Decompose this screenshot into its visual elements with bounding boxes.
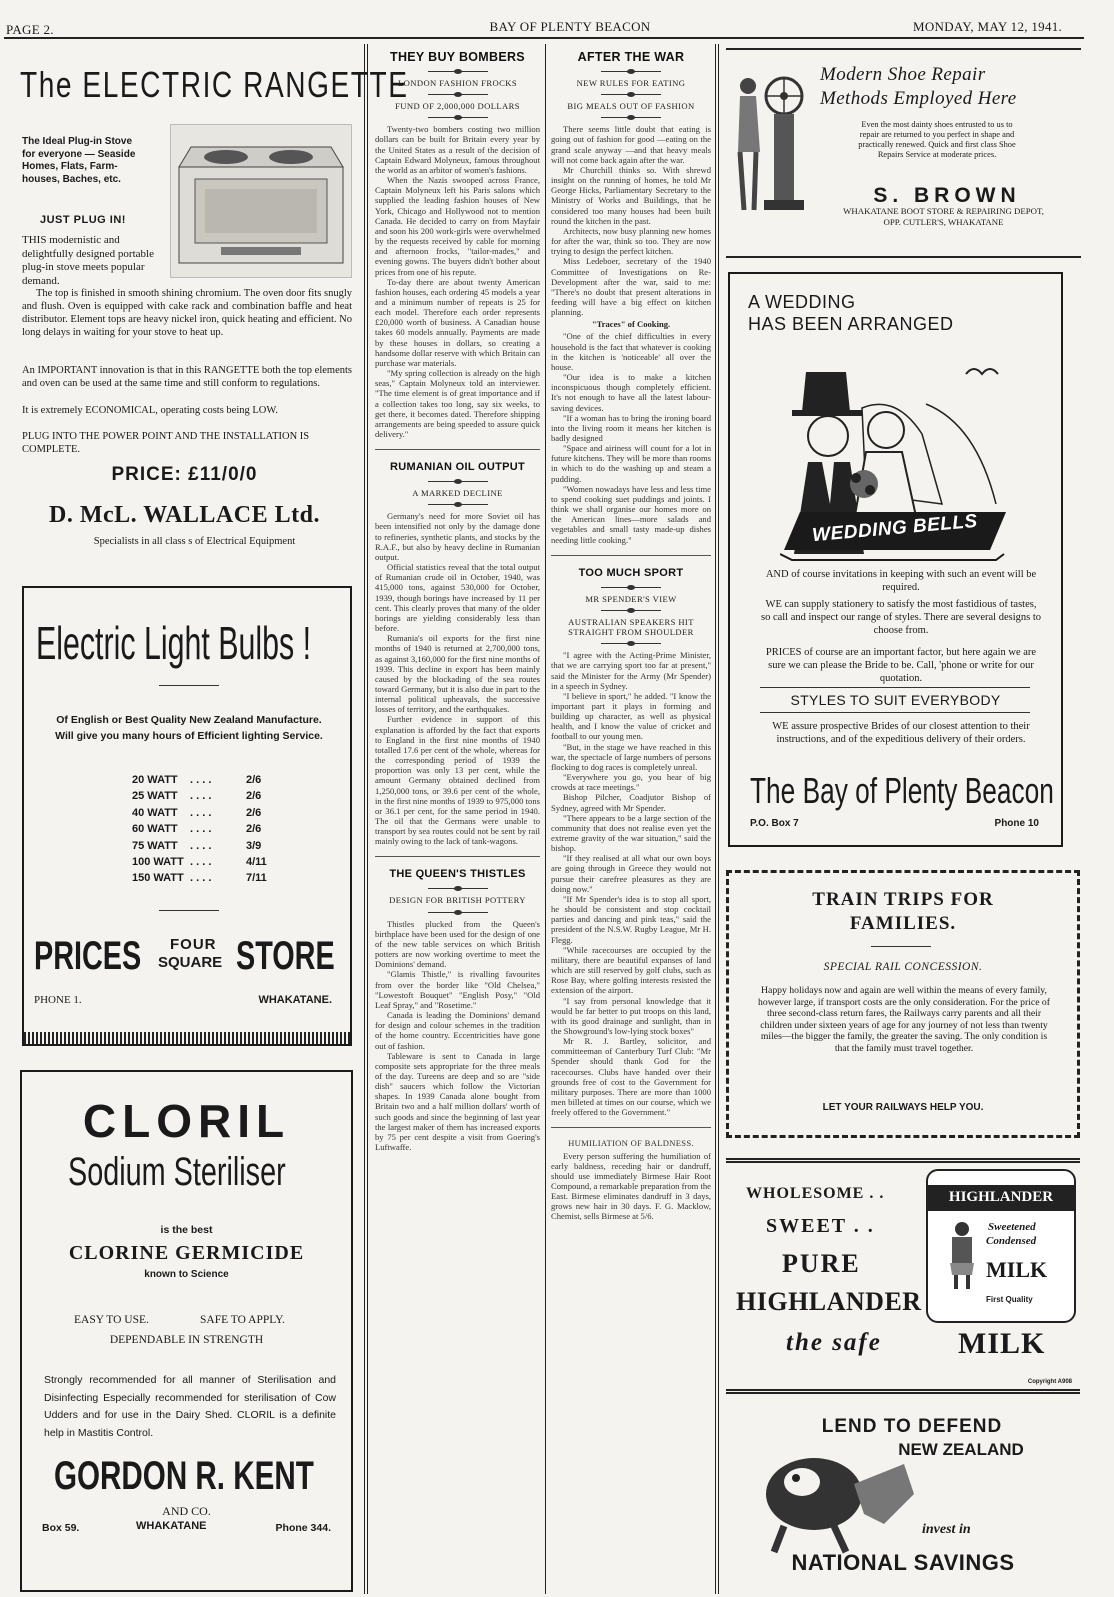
- train-title-2: FAMILIES.: [849, 913, 957, 934]
- can-condensed: Condensed: [986, 1235, 1037, 1247]
- article-subhead: NEW RULES FOR EATING: [576, 78, 686, 88]
- shoe-opp: OPP. CUTLER'S, WHAKATANE: [883, 217, 1004, 227]
- wedding-rule: [760, 687, 1030, 688]
- shoe-name: S. BROWN: [873, 184, 1021, 207]
- article-rule: [375, 449, 540, 450]
- milk-highlander: HIGHLANDER: [736, 1287, 922, 1316]
- article-subhead: LONDON FASHION FROCKS: [397, 78, 518, 88]
- milk-copyright: Copyright A908: [1027, 1379, 1072, 1385]
- article-paragraph: Rumania's oil exports for the first nine months of 1940 is returned at 2,700,000 tons, as against 3,160,000 for the first nine months of 1939. This decline in export has been mainly caused by the blockading of the sea routes toward Germany, but it is also due in part to the internal political upheavals, the successive losses of territory, and the earthquakes.: [375, 633, 540, 715]
- rangette-intro: The Ideal Plug-in Stove for everyone — Seaside Homes, Flats, Farm-houses, Baches, etc.: [22, 136, 136, 185]
- article-subhead: DESIGN FOR BRITISH POTTERY: [389, 895, 526, 906]
- bulb-row: 25 WATT . . . . 2/6: [132, 790, 262, 803]
- article-subhead: AUSTRALIAN SPEAKERS HIT STRAIGHT FROM SHOULDER: [568, 616, 694, 638]
- article-paragraph: "If they realised at all what our own boys are going through in Greece they would not pursue their carefree pleasures as they are doing now.": [551, 853, 711, 894]
- column-rule: [715, 44, 716, 1594]
- ornament-divider: [601, 587, 661, 588]
- article-subhead: FUND OF 2,000,000 DOLLARS: [395, 101, 520, 112]
- article-paragraph: Bishop Pilcher, Coadjutor Bishop of Sydney, agreed with Mr Spender.: [551, 792, 711, 813]
- national-savings-ad: [726, 1404, 1080, 1592]
- ornament-divider: [601, 643, 661, 644]
- bulbs-title: Electric Light Bulbs !: [36, 617, 312, 669]
- bulb-row: 60 WATT . . . . 2/6: [132, 823, 262, 836]
- column-rule: [367, 44, 368, 1594]
- article-headline: RUMANIAN OIL OUTPUT: [389, 461, 526, 474]
- article-paragraph: "But, in the stage we have reached in this war, the spectacle of large numbers of persons flocking to dog races is completely unreal.: [551, 741, 711, 772]
- rangette-paragraph-2: The top is finished in smooth shining chromium. The oven door fits snugly and flush. Oven is equipped with cake rack and combination baffle and heat distributor. Element tops are heavy nickel iron, quick heating and efficient. No long delays in waiting for your stove to heat up.: [22, 288, 352, 339]
- wedding-newspaper-name: The Bay of Plenty Beacon: [750, 770, 1054, 811]
- ornament-divider: [601, 610, 661, 611]
- ornament-divider: [428, 504, 488, 505]
- article-paragraph: Architects, now busy planning new homes for after the war, think so too. They are now trying to design the perfect kitchen.: [551, 225, 711, 257]
- article-paragraph: To-day there are about twenty American fashion houses, each ordering 45 models a year and a minimum number of repeats is 25 for each model. Therefore each order represents £20,000 worth of business. A Canadian house takes 60 models annually. Payments are made by these houses in dollars, so creating a handsome dollar reserve with which Britain can purchase war materials.: [375, 276, 540, 368]
- bulbs-description: Of English or Best Quality New Zealand Manufacture. Will give you many hours of Efficient lighting Service.: [55, 714, 323, 742]
- bulbs-divider: [159, 685, 219, 686]
- wedding-paragraph-2: WE can supply stationery to satisfy the most fastidious of tastes, so call and inspect our range of styles. There are several designs to choose from.: [760, 599, 1041, 636]
- ornament-divider: [601, 117, 661, 118]
- store-square: SQUARE: [158, 954, 223, 971]
- can-sweetened: Sweetened: [988, 1221, 1036, 1233]
- article-headline: HUMILIATION OF BALDNESS.: [568, 1138, 694, 1149]
- rangette-company: D. McL. WALLACE Ltd.: [49, 502, 320, 528]
- article-paragraph: Every person suffering the humiliation of early baldness, receding hair or dandruff, should use immediately Birmese Hair Root Compound, a remarkable preparation from the East. Birmese eliminates dandruff in 3 days, grows new hair in 30 days. F. G. Macklow, Chemist, sells Birmese at 5/6.: [551, 1150, 711, 1222]
- ornament-divider: [428, 888, 488, 889]
- cloril-box: Box 59.: [42, 1522, 80, 1534]
- ornament-divider: [601, 71, 661, 72]
- wedding-headline-2: HAS BEEN ARRANGED: [748, 314, 954, 334]
- savings-nz: NEW ZEALAND: [898, 1440, 1024, 1459]
- cloril-safe: SAFE TO APPLY.: [200, 1314, 285, 1326]
- train-let: LET YOUR RAILWAYS HELP YOU.: [822, 1102, 984, 1113]
- shoe-body: Even the most dainty shoes entrusted to us to repair are returned to you perfect in shape and practically renewed. Quick and first class Shoe Repairs Service at moderate prices.: [858, 120, 1016, 159]
- news-column-3: [551, 50, 711, 1595]
- milk-can: [926, 1169, 1076, 1323]
- article-paragraph: Miss Ledeboer, secretary of the 1940 Committee of Investigations on Re-Development after the war, said to me: "There's no doubt that present alterations in feeding will have a big effect on kitchen planning.: [551, 256, 711, 318]
- cloril-easy: EASY TO USE.: [74, 1314, 149, 1326]
- article-paragraph: "There appears to be a large section of the community that does not realise even yet the extreme gravity of the war situation," said the bishop.: [551, 812, 711, 854]
- article-headline: AFTER THE WAR: [577, 50, 685, 64]
- bulb-row: 150 WATT . . . . 7/11: [132, 872, 267, 885]
- cloril-company: GORDON R. KENT: [54, 1454, 314, 1498]
- article-paragraph: "Everywhere you go, you hear of big crowds at race meetings.": [551, 772, 711, 793]
- highlander-milk-ad: [726, 1158, 1080, 1394]
- rangette-paragraph-5: PLUG INTO THE POWER POINT AND THE INSTALLATION IS COMPLETE.: [22, 431, 310, 456]
- light-bulbs-ad: [22, 586, 352, 1046]
- header-rule: [4, 37, 1084, 39]
- article-paragraph: "My spring collection is already on the high seas," Captain Molyneux told an interviewer. "The time element is of great importance and if a collection takes too long, say six weeks, to get there, it becomes dated. Therefore shipping arrangements are being speeded to assure quick delivery.": [375, 368, 540, 439]
- shoe-repair-ad: [726, 48, 1081, 258]
- savings-national: NATIONAL SAVINGS: [791, 1550, 1015, 1575]
- shoemaker-illustration: [730, 62, 810, 222]
- rangette-paragraph-1: THIS modernistic and delightfully designed portable plug-in stove meets popular demand.: [22, 234, 154, 287]
- rangette-specialists: Specialists in all class s of Electrical Equipment: [93, 536, 296, 547]
- column-rule: [545, 44, 546, 1594]
- issue-date: MONDAY, MAY 12, 1941.: [913, 19, 1063, 34]
- bulb-row: 75 WATT . . . . 3/9: [132, 839, 262, 852]
- cloril-phone: Phone 344.: [275, 1522, 331, 1534]
- train-body: Happy holidays now and again are well within the means of every family, however large, if transport costs are the only consideration. For the price of three second-class return fares, the Railways carry parents and all their children under sixteen years of age for any journey of not less than twenty miles—the bigger the family, the greater the saving. The only condition is that the family must travel together.: [758, 985, 1050, 1054]
- article-headline: TOO MUCH SPORT: [578, 566, 684, 579]
- article-paragraph: Tableware is sent to Canada in large composite sets appropriate for the three meals of the day. Tureens are deep and so are "side dish" saucers which follow the Victorian shapes. In 1939 Canada alone bought from Britain two and a half million dollars' worth of such goods and since the beginning of last year the largest maker of them has increased exports by 75 per cent despite a visit from Goering's Luftwaffe.: [375, 1050, 540, 1153]
- article-paragraph: "If Mr Spender's idea is to stop all sport, he should be consistent and stop cocktail parties and dancing and pink teas," said the president of the N.S.W. Rugby League, Mr H. Flegg.: [551, 893, 711, 945]
- article-subhead: BIG MEALS OUT OF FASHION: [567, 101, 695, 112]
- store-prices: PRICES: [34, 934, 142, 978]
- column-rule: [718, 44, 719, 1594]
- store-name: [34, 934, 344, 978]
- train-divider: [871, 946, 931, 947]
- wedding-phone: Phone 10: [994, 818, 1039, 829]
- highlander-figure-icon: [942, 1219, 982, 1289]
- article-paragraph: "If a woman has to bring the ironing board into the living room it means her kitchen is badly designed: [551, 412, 711, 443]
- milk-safe: the safe: [786, 1329, 882, 1356]
- milk-wholesome: WHOLESOME . .: [746, 1185, 885, 1202]
- shoe-depot: WHAKATANE BOOT STORE & REPAIRING DEPOT,: [843, 206, 1044, 216]
- cloril-is-best: is the best: [160, 1224, 213, 1236]
- column-rule: [364, 44, 365, 1594]
- bulbs-phone: PHONE 1.: [34, 994, 82, 1006]
- shoe-headline-1: Modern Shoe Repair: [820, 64, 986, 85]
- train-title-1: TRAIN TRIPS FOR: [812, 889, 994, 910]
- rangette-title: The ELECTRIC RANGETTE: [20, 64, 409, 105]
- wedding-paragraph-1: AND of course invitations in keeping with such an event will be required.: [765, 569, 1037, 593]
- train-special: SPECIAL RAIL CONCESSION.: [823, 961, 983, 973]
- can-milk: MILK: [986, 1257, 1048, 1282]
- article-subhead: A MARKED DECLINE: [412, 488, 503, 499]
- stove-illustration: [171, 125, 351, 277]
- article-paragraph: "Our idea is to make a kitchen inconspicuous though completely efficient. It's not enough to have all the latest labour-saving devices.: [551, 372, 711, 413]
- newspaper-title: BAY OF PLENTY BEACON: [489, 19, 651, 34]
- article-headline: THEY BUY BOMBERS: [390, 50, 525, 64]
- cloril-germicide: CLORINE GERMICIDE: [68, 1242, 305, 1264]
- styles-to-suit: STYLES TO SUIT EVERYBODY: [790, 692, 1001, 708]
- article-paragraph: "I believe in sport," he added. "I know the important part it plays in forming and building up character, as well as physical health, and I know the value of cricket and football to our young men.: [551, 690, 711, 742]
- milk-sweet: SWEET . .: [766, 1215, 875, 1237]
- wedding-box: P.O. Box 7: [750, 818, 799, 829]
- article-paragraph: Mr Churchill thinks so. With shrewd insight on the running of homes, he told Mr George Hicks, Parliamentary Secretary to the Ministry of Works and Buildings, that he considered too many houses had been built round the kitchen in the past.: [551, 164, 711, 226]
- article-headline: THE QUEEN'S THISTLES: [389, 868, 526, 881]
- article-paragraph: "Space and airiness will count for a lot in future kitchens. They will be more than rooms in which to do the washing up and steam a pudding.: [551, 443, 711, 484]
- cloril-town: WHAKATANE: [136, 1520, 207, 1532]
- milk-milk: MILK: [958, 1327, 1046, 1360]
- rangette-ad: [12, 44, 409, 574]
- bulbs-bottom-border: [24, 1032, 350, 1044]
- rangette-paragraph-4: It is extremely ECONOMICAL, operating costs being LOW.: [22, 405, 278, 416]
- bulb-row: 100 WATT . . . . 4/11: [132, 855, 267, 868]
- bulbs-divider: [159, 910, 219, 911]
- train-trips-ad: [726, 870, 1080, 1138]
- article-paragraph: Thistles plucked from the Queen's birthplace have been used for the design of one of the new table services on which British potters are now working overtime to meet the Dominions' demand.: [375, 918, 540, 970]
- just-plug-in: JUST PLUG IN!: [40, 214, 126, 226]
- article-paragraph: "I say from personal knowledge that it would be far better to put troops on this land, with its good drainage and sunlight, than in the Showground's low-lying stock boxes": [551, 995, 711, 1036]
- cloril-title: CLORIL: [82, 1095, 291, 1147]
- article-paragraph: Canada is leading the Dominions' demand for design and colour schemes in the tradition of the home country. Eccentricities have gone out of fashion.: [375, 1010, 540, 1051]
- article-paragraph: "Women nowadays have less and less time to spend cooking suet puddings and joints. I think we shall organise our homes more on the American lines—more salads and vegetables and small tasty made-up dishes needing little cooking.": [551, 483, 711, 545]
- rangette-price: PRICE: £11/0/0: [111, 464, 258, 485]
- ornament-divider: [428, 481, 488, 482]
- article-paragraph: Official statistics reveal that the total output of Rumanian crude oil in October, 1940, was 415,000 tons, against 530,000 for October, 1939, though borings have increased by 11 per cent. This clearly proves that many of the older borings are yielding considerably less than before.: [375, 562, 540, 634]
- article-crosshead: "Traces" of Cooking.: [591, 319, 671, 330]
- bulb-row: 20 WATT . . . . 2/6: [132, 774, 262, 786]
- rangette-paragraph-3: An IMPORTANT innovation is that in this RANGETTE both the top elements and oven can be used at the same time and still conform to regulations.: [22, 365, 352, 390]
- article-rule: [551, 1127, 711, 1128]
- shoe-headline-2: Methods Employed Here: [820, 88, 1017, 109]
- article-paragraph: Mr R. J. Bartley, solicitor, and committeeman of Canterbury Turf Club: "Mr Spender should thank God for the racecourses. Clubs have handed over their grounds free of cost to the Government for military purposes. There are more than 1000 men billeted at times on our course, which we freely offered to the Government.": [551, 1036, 711, 1118]
- store-store: STORE: [236, 934, 335, 978]
- savings-invest: invest in: [922, 1522, 971, 1537]
- store-four: FOUR: [170, 936, 217, 953]
- wedding-paragraph-4: WE assure prospective Brides of our closest attention to their instructions, and of the expeditious delivery of their orders.: [772, 721, 1030, 745]
- ornament-divider: [428, 71, 488, 72]
- news-column-2: [375, 50, 540, 1595]
- savings-lend: LEND TO DEFEND: [821, 1416, 1003, 1437]
- wedding-rule: [760, 712, 1030, 713]
- wedding-paragraph-3: PRICES of course are an important factor, but here again we are sure we can please the Bride to be. Call, 'phone or write for our quotation.: [765, 647, 1037, 684]
- ornament-divider: [428, 94, 488, 95]
- ornament-divider: [428, 912, 488, 913]
- cloril-known: known to Science: [144, 1269, 229, 1280]
- article-paragraph: Further evidence in support of this explanation is afforded by the fact that exports to England in the first nine months of 1940 totalled 17.6 per cent of the whole, whereas for the corresponding period of 1939 the proportion was only 13 per cent, while the amount Germany obtained declined from 1,250,000 tons, or 39.6 per cent of the whole, in the first nine months of 1939 to 975,000 tons or 36.1 per cent, for the same period in 1940. The oil that the Germans were unable to transport by sea routes could not be sent by rail mainly owing to the lack of tank-wagons.: [375, 714, 540, 847]
- article-paragraph: Germany's need for more Soviet oil has been intensified not only by the damage done to refineries, synthetic plants, and stocks by the R.A.F., but also by heavy decline in Rumanian output.: [375, 511, 540, 562]
- ornament-divider: [428, 117, 488, 118]
- article-paragraph: There seems little doubt that eating is going out of fashion for good —eating on the grand scale anyway —and that heavy meals will not come back again after the war.: [551, 124, 711, 165]
- can-brand: HIGHLANDER: [948, 1189, 1054, 1205]
- wedding-ad: [728, 272, 1063, 847]
- article-paragraph: "While racecourses are occupied by the military, there are beautiful expanses of land which are still reserved by golf clubs, such as Rose Bay, where golfing interests resisted the extension of the airport.: [551, 944, 711, 996]
- ornament-divider: [601, 94, 661, 95]
- article-rule: [375, 856, 540, 857]
- cloril-body: Strongly recommended for all manner of Sterilisation and Disinfecting Especially recommended for sterilisation of Cow Udders and for use in the Dairy Shed. CLORIL is a definite help in Mastitis Control.: [44, 1374, 336, 1439]
- wedding-bells-banner: WEDDING BELLS: [811, 510, 979, 547]
- milk-pure: PURE: [782, 1249, 861, 1278]
- article-paragraph: Twenty-two bombers costing two million dollars can be built for Britain every year by the United States as a result of the decision of Captain Edward Molyneux, famous throughout the world as an arbitor of women's fashions.: [375, 124, 540, 175]
- cloril-andco: AND CO.: [162, 1504, 211, 1518]
- page-number: PAGE 2.: [6, 22, 54, 37]
- article-paragraph: When the Nazis swooped across France, Captain Molyneux left his Paris salons which supplied the leading fashion houses of New York, Chicago and Hollywood not to mention Canada. He decided to carry on from Mayfair and soon his 200 work-girls were overwhelmed by the requests received by cable for morning and afternoon frocks, "tailor-mades," and evening gowns. The buyers didn't bother about prices from one of his repute.: [375, 175, 540, 277]
- rangette-stove-image: [170, 124, 352, 278]
- article-subhead: MR SPENDER'S VIEW: [585, 593, 677, 604]
- bulb-row: 40 WATT . . . . 2/6: [132, 806, 262, 819]
- article-rule: [551, 555, 711, 556]
- cloril-ad: [20, 1070, 353, 1592]
- article-paragraph: "Glamis Thistle," is rivalling favourites from over the border like "Old Chelsea," "Lowestoft Bouquet" "English Posy," "Old Leaf Spray," and "Rosetime.": [375, 969, 540, 1010]
- can-quality: First Quality: [986, 1295, 1033, 1304]
- bulbs-town: WHAKATANE.: [258, 994, 332, 1006]
- article-paragraph: "I agree with the Acting-Prime Minister, that we are carrying sport too far at present," said the Minister for the Army (Mr Spender) in a speech in Sydney.: [551, 650, 711, 691]
- cloril-dependable: DEPENDABLE IN STRENGTH: [109, 1334, 264, 1346]
- wedding-headline-1: A WEDDING: [748, 292, 856, 312]
- bulbs-price-list: [132, 774, 292, 889]
- article-paragraph: "One of the chief difficulties in every household is the fact that whatever is cooking in the kitchen is 'noticeable' all over the house.: [551, 331, 711, 372]
- cloril-subtitle: Sodium Steriliser: [68, 1150, 286, 1194]
